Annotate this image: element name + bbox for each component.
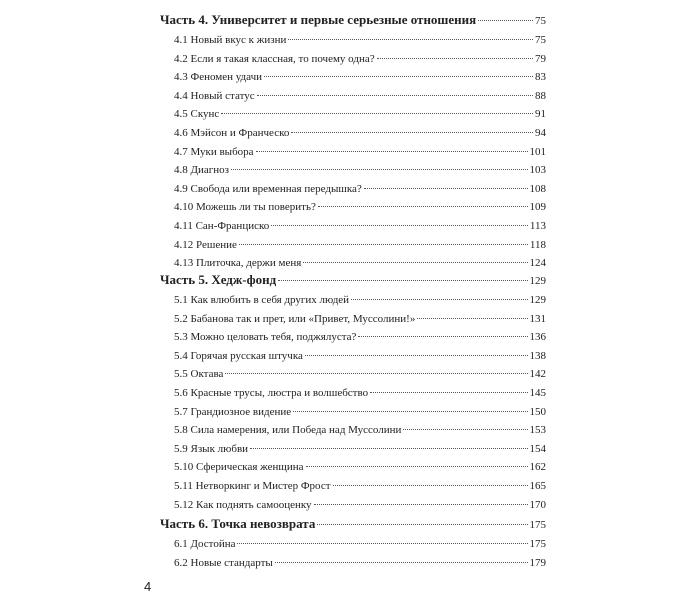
entry-page-number: 88: [535, 89, 546, 102]
entry-title: 4.3 Феномен удачи: [174, 71, 262, 84]
toc-entry: [174, 53, 546, 70]
entry-title: 5.10 Сферическая женщина: [174, 461, 304, 474]
entry-title: 5.3 Можно целовать тебя, поджялуста?: [174, 331, 357, 344]
entry-title: 4.1 Новый вкус к жизни: [174, 34, 287, 46]
part-page-number: 75: [535, 15, 546, 27]
toc-entry: [174, 313, 546, 330]
dot-leader: [237, 543, 527, 544]
toc-entry: [174, 331, 546, 348]
toc-entry: [174, 108, 546, 125]
entry-page-number: 175: [529, 538, 546, 550]
toc-part-heading: [160, 272, 546, 292]
dot-leader: [278, 280, 527, 281]
dot-leader: [417, 318, 527, 319]
entry-title: 6.1 Достойна: [174, 538, 236, 550]
dot-leader: [358, 336, 527, 337]
entry-page-number: 129: [529, 294, 546, 306]
entry-title: 5.12 Как поднять самооценку: [174, 498, 312, 511]
dot-leader: [225, 373, 527, 374]
toc-entry: [174, 164, 546, 181]
part-title: Часть 4. Университет и первые серьезные отношения: [160, 12, 477, 27]
toc-entry: [174, 34, 546, 51]
dot-leader: [317, 524, 527, 525]
entry-page-number: 109: [529, 201, 546, 214]
dot-leader: [221, 113, 533, 114]
dot-leader: [231, 169, 527, 170]
entry-title: 5.11 Нетворкинг и Мистер Фрост: [174, 480, 331, 492]
entry-page-number: 136: [529, 331, 546, 344]
dot-leader: [256, 151, 528, 152]
entry-title: 4.8 Диагноз: [174, 164, 230, 177]
dot-leader: [478, 20, 533, 21]
toc-entry: [174, 538, 546, 555]
entry-title: 5.7 Грандиозное видение: [174, 405, 292, 418]
toc-entry: [174, 424, 546, 441]
toc-part-heading: [160, 516, 546, 536]
toc-entry: [174, 146, 546, 163]
dot-leader: [293, 411, 527, 412]
toc-entry: [174, 557, 546, 574]
part-page-number: 129: [529, 275, 546, 287]
entry-page-number: 150: [529, 405, 546, 418]
entry-page-number: 165: [529, 480, 546, 492]
toc-entry: [174, 71, 546, 88]
dot-leader: [288, 39, 533, 40]
toc-entry: [174, 461, 546, 478]
toc-entry: [174, 239, 546, 256]
toc-entry: [174, 499, 546, 516]
entry-page-number: 131: [529, 312, 546, 325]
dot-leader: [291, 132, 533, 133]
entry-title: 4.9 Свобода или временная передышка?: [174, 182, 362, 195]
entry-title: 4.10 Можешь ли ты поверить?: [174, 201, 316, 214]
entry-title: 4.11 Сан-Франциско: [174, 220, 270, 232]
page-number: 4: [144, 579, 152, 594]
entry-title: 4.4 Новый статус: [174, 89, 255, 102]
dot-leader: [377, 58, 533, 59]
entry-page-number: 91: [535, 108, 546, 121]
toc-entry: [174, 350, 546, 367]
toc-entry: [174, 201, 546, 218]
entry-page-number: 154: [529, 442, 546, 455]
entry-title: 5.8 Сила намерения, или Победа над Муссолини: [174, 424, 402, 437]
toc-entry: [174, 220, 546, 237]
part-title: Часть 5. Хедж-фонд: [160, 272, 277, 287]
toc-entry: [174, 387, 546, 404]
entry-title: 4.12 Решение: [174, 238, 237, 251]
entry-title: 5.2 Бабанова так и прет, или «Привет, Муссолини!»: [174, 312, 416, 325]
entry-title: 5.5 Октава: [174, 368, 224, 381]
entry-page-number: 153: [529, 424, 546, 437]
entry-title: 4.5 Скунс: [174, 108, 220, 121]
entry-title: 4.7 Муки выбора: [174, 145, 254, 158]
entry-title: 4.2 Если я такая классная, то почему одна?: [174, 52, 375, 65]
entry-page-number: 145: [529, 387, 546, 399]
dot-leader: [275, 562, 528, 563]
dot-leader: [239, 244, 528, 245]
dot-leader: [351, 299, 527, 300]
entry-title: 6.2 Новые стандарты: [174, 556, 273, 569]
entry-page-number: 142: [529, 368, 546, 381]
dot-leader: [250, 448, 527, 449]
dot-leader: [318, 206, 528, 207]
toc-entry: [174, 183, 546, 200]
dot-leader: [314, 504, 528, 505]
dot-leader: [257, 95, 533, 96]
dot-leader: [306, 466, 528, 467]
dot-leader: [264, 76, 533, 77]
entry-page-number: 124: [529, 257, 546, 270]
entry-title: 4.6 Мэйсон и Франческо: [174, 127, 290, 139]
toc-entry: [174, 443, 546, 460]
entry-page-number: 162: [529, 461, 546, 474]
dot-leader: [271, 225, 528, 226]
toc-entry: [174, 406, 546, 423]
entry-page-number: 118: [529, 238, 546, 251]
toc-entry: [174, 480, 546, 497]
toc-entry: [174, 90, 546, 107]
entry-page-number: 113: [529, 220, 546, 232]
dot-leader: [305, 355, 528, 356]
entry-page-number: 101: [529, 145, 546, 158]
dot-leader: [364, 188, 528, 189]
toc-entry: [174, 294, 546, 311]
entry-page-number: 75: [535, 34, 546, 46]
entry-page-number: 108: [529, 182, 546, 195]
entry-page-number: 179: [529, 556, 546, 569]
entry-page-number: 79: [535, 52, 546, 65]
entry-title: 5.1 Как влюбить в себя других людей: [174, 294, 350, 306]
entry-page-number: 138: [529, 349, 546, 362]
entry-title: 5.6 Красные трусы, люстра и волшебство: [174, 387, 369, 399]
part-page-number: 175: [529, 519, 546, 531]
entry-page-number: 103: [529, 164, 546, 177]
entry-page-number: 170: [529, 498, 546, 511]
entry-title: 5.4 Горячая русская штучка: [174, 349, 303, 362]
entry-title: 5.9 Язык любви: [174, 442, 249, 455]
entry-page-number: 94: [535, 127, 546, 139]
dot-leader: [303, 262, 527, 263]
entry-page-number: 83: [535, 71, 546, 84]
toc-entry: [174, 368, 546, 385]
toc-entry: [174, 127, 546, 144]
toc-part-heading: [160, 12, 546, 32]
dot-leader: [333, 485, 528, 486]
dot-leader: [370, 392, 527, 393]
entry-title: 4.13 Плиточка, держи меня: [174, 257, 302, 270]
part-title: Часть 6. Точка невозврата: [160, 516, 316, 531]
dot-leader: [403, 429, 527, 430]
